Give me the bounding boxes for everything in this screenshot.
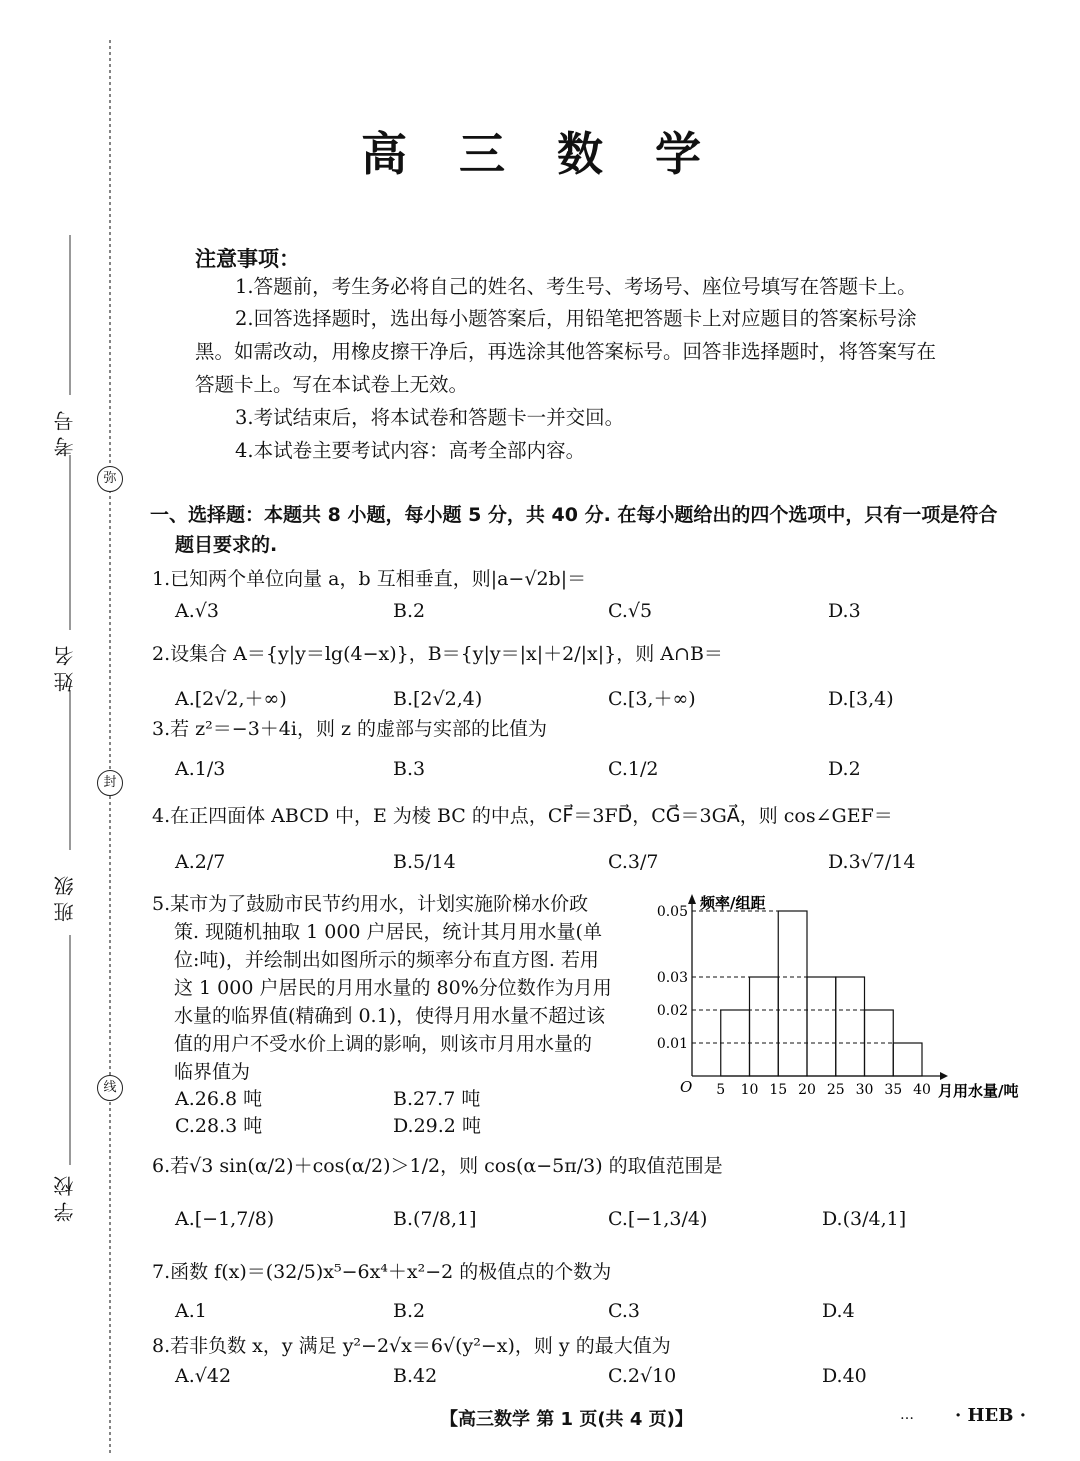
x-tick-label: 20: [798, 1082, 816, 1098]
q3-option-d: D.2: [828, 758, 861, 780]
question-5-stem: [152, 890, 612, 1086]
q4-option-a: A.2/7: [175, 851, 226, 873]
q5-stem-line: 这 1 000 户居民的月用水量的 80%分位数作为月用: [174, 977, 612, 999]
q8-option-d: D.40: [822, 1365, 867, 1387]
q3-option-b: B.3: [393, 758, 426, 780]
seal-xian: 线: [97, 1075, 123, 1101]
q5-stem-line: 临界值为: [174, 1061, 251, 1083]
histogram-bar: [836, 977, 865, 1076]
histogram-bar: [893, 1043, 922, 1076]
q4-option-d: D.3√7/14: [828, 851, 916, 873]
section-heading-line2: 题目要求的.: [175, 534, 278, 556]
q7-option-b: B.2: [393, 1300, 426, 1322]
page-title: 高 三 数 学: [360, 127, 720, 181]
question-3-stem: 3.若 z²＝−3＋4i，则 z 的虚部与实部的比值为: [152, 718, 548, 740]
q5-stem-line: 值的用户不受水价上调的影响，则该市月用水量的: [174, 1033, 593, 1055]
q5-stem-line: 5.某市为了鼓励市民节约用水，计划实施阶梯水价政: [152, 893, 589, 915]
q1-option-a: A.√3: [175, 600, 219, 622]
seal-feng: 封: [97, 770, 123, 796]
q8-option-b: B.42: [393, 1365, 438, 1387]
footer-dots: …: [900, 1407, 914, 1423]
q3-option-c: C.1/2: [608, 758, 659, 780]
side-label-school: 学校: [53, 1170, 77, 1222]
side-label-name: 姓名: [53, 640, 77, 692]
x-tick-label: 30: [855, 1082, 874, 1098]
paper-code: · HEB ·: [955, 1405, 1027, 1426]
y-tick-label: 0.05: [656, 904, 688, 920]
x-tick-label: 5: [716, 1082, 726, 1098]
notice-heading: 注意事项：: [195, 247, 300, 271]
q5-stem-line: 位:吨)，并绘制出如图所示的频率分布直方图. 若用: [174, 949, 599, 971]
x-tick-label: 25: [826, 1082, 845, 1098]
q5-option-d: D.29.2 吨: [393, 1115, 481, 1137]
x-tick-label: 35: [884, 1082, 903, 1098]
section-heading-line1: 一、选择题：本题共 8 小题，每小题 5 分，共 40 分. 在每小题给出的四个选项中，只有一项是符合: [150, 504, 998, 526]
binding-border: [0, 0, 140, 1461]
question-8-stem: 8.若非负数 x，y 满足 y²−2√x＝6√(y²−x)，则 y 的最大值为: [152, 1335, 671, 1357]
q2-option-c: C.[3,＋∞): [608, 688, 696, 710]
y-axis-arrow: [688, 894, 696, 904]
q7-option-c: C.3: [608, 1300, 640, 1322]
histogram-chart: [650, 888, 1040, 1133]
page-footer: 【高三数学 第 1 页(共 4 页)】: [440, 1409, 693, 1430]
histogram-bar: [807, 977, 836, 1076]
notice-item: 3.考试结束后，将本试卷和答题卡一并交回。: [235, 406, 625, 429]
section-heading: [150, 500, 1040, 560]
q4-option-b: B.5/14: [393, 851, 456, 873]
q5-option-b: B.27.7 吨: [393, 1088, 481, 1110]
q1-option-c: C.√5: [608, 600, 653, 622]
question-2-stem: 2.设集合 A＝{y|y＝lg(4−x)}，B＝{y|y＝|x|＋2/|x|}，则 A∩B＝: [152, 643, 723, 665]
question-1-stem: 1.已知两个单位向量 a，b 互相垂直，则|a−√2b|＝: [152, 568, 587, 590]
seal-mi: 弥: [97, 466, 123, 492]
q2-option-d: D.[3,4): [828, 688, 894, 710]
y-tick-label: 0.02: [656, 1003, 688, 1019]
x-tick-label: 40: [913, 1082, 931, 1098]
q5-option-a: A.26.8 吨: [175, 1088, 263, 1110]
x-axis-arrow: [940, 1072, 948, 1080]
q5-stem-line: 水量的临界值(精确到 0.1)，使得月用水量不超过该: [174, 1005, 606, 1027]
y-tick-label: 0.01: [656, 1036, 688, 1052]
notice-item: 1.答题前，考生务必将自己的姓名、考生号、考场号、座位号填写在答题卡上。: [235, 275, 917, 298]
side-label-class: 班级: [53, 870, 77, 922]
q1-option-d: D.3: [828, 600, 861, 622]
q7-option-a: A.1: [175, 1300, 207, 1322]
q3-option-a: A.1/3: [175, 758, 226, 780]
q5-option-c: C.28.3 吨: [175, 1115, 263, 1137]
x-tick-label: 15: [769, 1082, 788, 1098]
notice-item: 4.本试卷主要考试内容：高考全部内容。: [235, 439, 586, 462]
q8-option-a: A.√42: [175, 1365, 232, 1387]
question-4-stem: 4.在正四面体 ABCD 中，E 为棱 BC 的中点，CF⃗＝3FD⃗，CG⃗＝3GA⃗，则 cos∠GEF＝: [152, 805, 893, 827]
q4-option-c: C.3/7: [608, 851, 659, 873]
notice-item: 2.回答选择题时，选出每小题答案后，用铅笔把答题卡上对应题目的答案标号涂: [235, 307, 917, 330]
q8-option-c: C.2√10: [608, 1365, 677, 1387]
q7-option-d: D.4: [822, 1300, 855, 1322]
q2-option-a: A.[2√2,＋∞): [175, 688, 287, 710]
q5-stem-line: 策. 现随机抽取 1 000 户居民，统计其月用水量(单: [174, 921, 602, 943]
q6-option-a: A.[−1,7/8): [175, 1208, 275, 1230]
notice-item: 答题卡上。写在本试卷上无效。: [195, 373, 469, 396]
q6-option-c: C.[−1,3/4): [608, 1208, 708, 1230]
x-axis-label: 月用水量/吨: [938, 1082, 1019, 1100]
q1-option-b: B.2: [393, 600, 426, 622]
y-tick-label: 0.03: [656, 970, 688, 986]
histogram-bar: [750, 977, 779, 1076]
q2-option-b: B.[2√2,4): [393, 688, 483, 710]
side-label-exam-number: 考号: [53, 405, 77, 457]
q6-option-b: B.(7/8,1]: [393, 1208, 477, 1230]
histogram-bar: [778, 911, 807, 1076]
origin-label: O: [680, 1078, 693, 1096]
question-6-stem: 6.若√3 sin(α/2)＋cos(α/2)＞1/2，则 cos(α−5π/3) 的取值范围是: [152, 1155, 723, 1177]
y-axis-label: 频率/组距: [700, 894, 766, 912]
x-tick-label: 10: [740, 1082, 759, 1098]
q6-option-d: D.(3/4,1]: [822, 1208, 907, 1230]
question-7-stem: 7.函数 f(x)＝(32/5)x⁵−6x⁴＋x²−2 的极值点的个数为: [152, 1261, 612, 1283]
notice-item: 黑。如需改动，用橡皮擦干净后，再选涂其他答案标号。回答非选择题时，将答案写在: [195, 340, 937, 363]
